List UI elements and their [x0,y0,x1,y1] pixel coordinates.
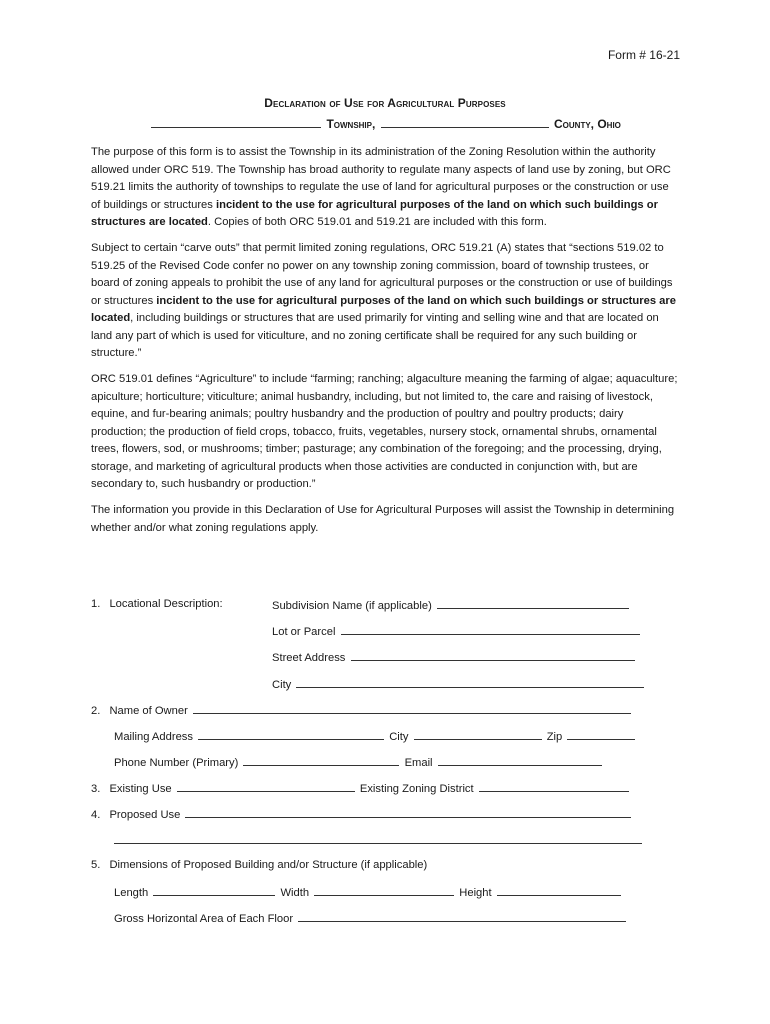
phone-email-row [114,755,604,769]
form-title: Declaration of Use for Agricultural Purposes [264,96,506,110]
item-1 [91,598,223,610]
item-5 [91,859,427,871]
name-of-owner-label: Name of Owner [109,705,188,717]
township-blank[interactable] [151,117,321,128]
paragraph-purpose: The purpose of this form is to assist the Township in its administration of the Zoning Resolution within the authority allowed under ORC 519. The Township has broad authority to regulate many aspects of land use by zoning, but ORC 519.21 limits the authority of townships to regulate the use of land for agricultural purposes or the construction or use of buildings or structures incident to the use for agricultural purposes of the land on which such buildings or structures are located. Copies of both ORC 519.01 and 519.21 are included with this form. [91,146,671,228]
form-subtitle [0,117,770,131]
city-label: City [272,679,292,691]
lot-or-parcel-label: Lot or Parcel [272,626,336,638]
gross-area-row [114,911,628,925]
height-field[interactable] [497,885,621,896]
street-address-label: Street Address [272,652,346,664]
zip-label: Zip [546,731,563,743]
owner-city-field[interactable] [414,729,542,740]
phone-primary-field[interactable] [243,755,399,766]
mailing-address-field[interactable] [198,729,384,740]
length-field[interactable] [153,885,275,896]
paragraph-carve-outs: Subject to certain “carve outs” that permit limited zoning regulations, ORC 519.21 (A) states that “sections 519.02 to 519.25 of the Revised Code confer no power on any township zoning commission, board of township trustees, or board of zoning appeals to prohibit the use of any land for agricultural purposes or the construction or use of buildings or structures incident to the use for agricultural purposes of the land on which such buildings or structures are located, including buildings or structures that are used primarily for vinting and selling wine and that are located on land any part of which is used for viticulture, and no zoning certificate shall be required for any such building or structure.” [91,242,676,359]
form-body [91,144,679,546]
proposed-use-field[interactable] [185,807,631,818]
item-3-number: 3. [91,783,101,795]
item-5-number: 5. [91,859,101,871]
width-field[interactable] [314,885,454,896]
county-blank[interactable] [381,117,549,128]
item-1-number: 1. [91,598,101,610]
proposed-use-field-2[interactable] [114,833,642,844]
item-3 [91,781,631,795]
gross-area-field[interactable] [298,911,626,922]
paragraph-agriculture-definition: ORC 519.01 defines “Agriculture” to include “farming; ranching; algaculture meaning the farming of algae; aquaculture; apiculture; horticulture; viticulture; animal husbandry, including, but not limited to, the care and raising of livestock, equine, and fur-bearing animals; poultry husbandry and the production of poultry and poultry products; dairy production; the production of field crops, tobacco, fruits, vegetables, nursery stock, ornamental shrubs, ornamental trees, flowers, sod, or mushrooms; timber; pasturage; any combination of the foregoing; and the processing, drying, storage, and marketing of agricultural products when those activities are conducted in conjunction with, but are secondary to, such husbandry or production.” [91,373,678,490]
width-label: Width [280,887,310,899]
email-label: Email [404,757,433,769]
lot-or-parcel-field[interactable] [341,624,640,635]
subdivision-name-label: Subdivision Name (if applicable) [272,600,432,612]
item-2-number: 2. [91,705,101,717]
email-field[interactable] [438,755,602,766]
item-2 [91,703,633,717]
dimensions-label: Dimensions of Proposed Building and/or Structure (if applicable) [109,859,428,871]
mailing-address-label: Mailing Address [114,731,193,743]
length-label: Length [114,887,149,899]
item-4 [91,807,633,821]
form-number: Form # 16-21 [607,48,680,62]
zip-field[interactable] [567,729,635,740]
street-address-field[interactable] [351,650,635,661]
street-address-row [272,650,637,664]
city-row [272,677,646,691]
height-label: Height [459,887,492,899]
gross-area-label: Gross Horizontal Area of Each Floor [114,913,294,925]
phone-primary-label: Phone Number (Primary) [114,757,239,769]
locational-description-label: Locational Description: [109,598,223,610]
proposed-use-label: Proposed Use [109,809,181,821]
mailing-address-row [114,729,637,743]
owner-city-label: City [389,731,409,743]
proposed-use-line-2 [114,833,642,847]
existing-use-label: Existing Use [109,783,172,795]
item-4-number: 4. [91,809,101,821]
existing-zoning-district-label: Existing Zoning District [359,783,474,795]
township-label: Township, [326,117,376,131]
county-label: County, Ohio [554,117,621,131]
dimensions-row [114,885,623,899]
existing-use-field[interactable] [177,781,355,792]
paragraph-information: The information you provide in this Declaration of Use for Agricultural Purposes will assist the Township in determining whether and/or what zoning regulations apply. [91,504,675,534]
name-of-owner-field[interactable] [193,703,631,714]
city-field[interactable] [296,677,644,688]
existing-zoning-district-field[interactable] [479,781,629,792]
lot-or-parcel-row [272,624,642,638]
subdivision-name-row [272,598,631,612]
subdivision-name-field[interactable] [437,598,629,609]
